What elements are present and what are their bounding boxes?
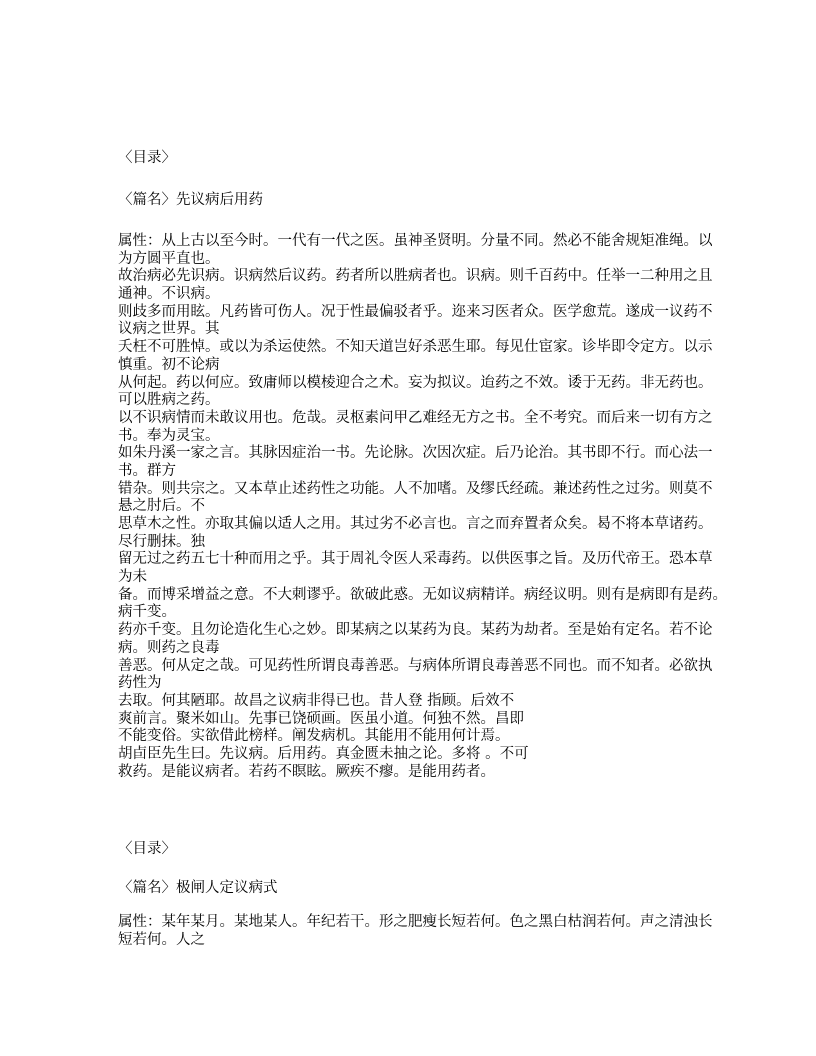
text-line: 药性为 [118,675,162,692]
text-line: 夭枉不可胜悼。或以为杀运使然。不知天道岂好杀恶生耶。每见仕宦家。诊毕即令定方。以示 [118,339,713,356]
text-line: 故治病必先识病。识病然后议药。药者所以胜病者也。识病。则千百药中。任举一二种用之且 [118,268,713,285]
chapter-body-2 [118,914,713,949]
text-line: 悬之肘后。不 [118,498,205,515]
text-line: 善恶。何从定之哉。可见药性所谓良毒善恶。与病体所谓良毒善恶不同也。而不知者。必欲执 [118,657,713,674]
text-line: 思草木之性。亦取其偏以适人之用。其过劣不必言也。言之而弃置者众矣。曷不将本草诸药。 [118,516,713,532]
text-line: 为方圆平直也。 [118,250,220,267]
text-line: 药亦千变。且勿论造化生心之妙。即某病之以某药为良。某药为劫者。至是始有定名。若不论 [118,622,713,639]
text-line: 书。奉为灵宝。 [118,427,220,444]
text-line: 如朱丹溪一家之言。其脉因症治一书。先论脉。次因次症。后乃论治。其书即不行。而心法一 [118,445,713,462]
text-line: 通神。不识病。 [118,286,220,303]
text-line: 去取。何其陋耶。故昌之议病非得已也。昔人登 指顾。后效不 [118,692,515,709]
text-line: 属性：某年某月。某地某人。年纪若干。形之肥瘦长短若何。色之黑白枯润若何。声之清浊长 [118,914,713,930]
text-line: 留无过之药五七十种而用之乎。其于周礼令医人采毒药。以供医事之旨。及历代帝王。恐本草 [118,551,713,568]
text-line: 书。群方 [118,462,176,479]
chapter-title-1: 〈篇名〉先议病后用药 [118,192,263,208]
text-line: 慎重。初不论病 [118,356,220,373]
text-line: 则歧多而用眩。凡药皆可伤人。况于性最偏驳者乎。迩来习医者众。医学愈荒。遂成一议药不 [118,303,713,320]
chapter-title-2: 〈篇名〉极闸人定议病式 [118,880,278,896]
text-line: 病。则药之良毒 [118,639,220,656]
chapter-body-1 [118,233,727,781]
toc-heading-1: 〈目录〉 [118,150,176,166]
text-line: 属性：从上古以至今时。一代有一代之医。虽神圣贤明。分量不同。然必不能舍规矩准绳。以 [118,233,713,249]
text-line: 短若何。人之 [118,931,205,948]
text-line: 错杂。则共宗之。又本草止述药性之功能。人不加嗜。及缪氏经疏。兼述药性之过劣。则莫不 [118,480,713,497]
text-line: 为未 [118,569,147,586]
text-line: 救药。是能议病者。若药不瞑眩。厥疾不瘳。是能用药者。 [118,763,495,780]
text-line: 以不识病情而未敢议用也。危哉。灵枢素问甲乙难经无方之书。全不考究。而后来一切有方之 [118,409,713,426]
toc-heading-2: 〈目录〉 [118,841,176,857]
text-line: 备。而博采增益之意。不大刺谬乎。欲破此惑。无如议病精详。病经议明。则有是病即有是药。 [118,586,727,603]
text-line: 不能变俗。实欲借此榜样。阐发病机。其能用不能用何计焉。 [118,728,510,745]
text-line: 可以胜病之药。 [118,392,220,409]
text-line: 从何起。药以何应。致庸师以模棱迎合之术。妄为拟议。迨药之不效。诿于无药。非无药也。 [118,374,713,391]
text-line: 胡卣臣先生曰。先议病。后用药。真金匮未抽之论。多将 。不可 [118,745,529,762]
text-line: 尽行删抹。独 [118,533,205,550]
text-line: 病千变。 [118,604,176,621]
text-line: 议病之世界。其 [118,321,220,338]
text-line: 爽前言。聚米如山。先事已饶硕画。医虽小道。何独不然。昌即 [118,710,524,727]
